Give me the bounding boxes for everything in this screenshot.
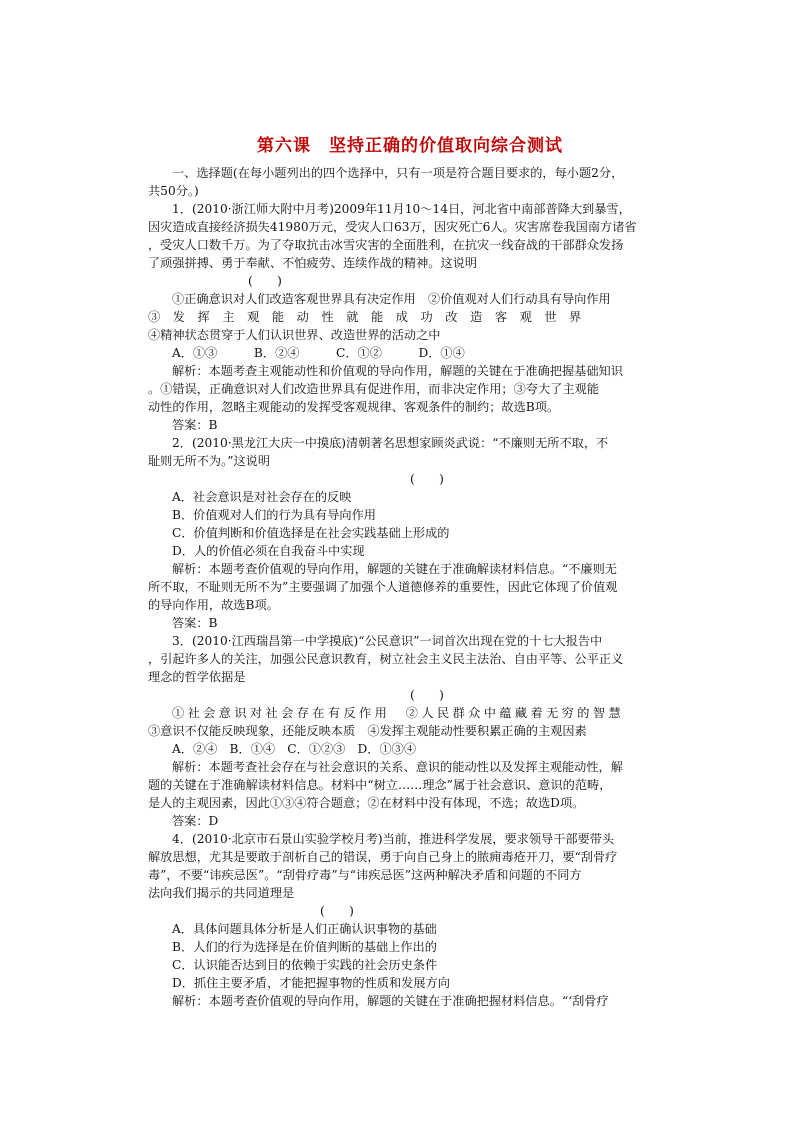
text-line: ①社会意识对社会存在有反作用 ②人民群众中蕴藏着无穷的智慧 — [172, 706, 625, 720]
text-line: 耻则无所不为。”这说明 — [148, 454, 271, 468]
text-line: 3．(2010·江西瑞昌第一中学摸底)“公民意识”一词首次出现在党的十七大报告中 — [172, 634, 603, 648]
text-line: 。①错误，正确意识对人们改造世界具有促进作用，而非决定作用；③夸大了主观能 — [148, 382, 599, 396]
text-line: C．认识能否达到目的依赖于实践的社会历史条件 — [172, 958, 438, 972]
text-line: ( ) — [410, 688, 444, 702]
text-line: 毒”，不要“讳疾忌医”。“刮骨疗毒”与“讳疾忌医”这两种解决矛盾和问题的不同方 — [148, 868, 582, 882]
text-line: 解放思想，尤其是要敢于剖析自己的错误，勇于向自己身上的脓痈毒疮开刀，要“刮骨疗 — [148, 850, 618, 864]
text-line: C．价值判断和价值选择是在社会实践基础上形成的 — [172, 526, 450, 540]
text-line: 了顽强拼搏、勇于奉献、不怕疲劳、连续作战的精神。这说明 — [148, 256, 478, 270]
text-line: 理念的哲学依据是 — [148, 670, 246, 684]
text-line: 4．(2010·北京市石景山实验学校月考)当前，推进科学发展，要求领导干部要带头 — [172, 832, 615, 846]
text-line: 解析：本题考查价值观的导向作用，解题的关键在于准确解读材料信息。“不廉则无 — [172, 562, 617, 576]
text-line: 2．(2010·黑龙江大庆一中摸底)清朝著名思想家顾炎武说：“不廉则无所不取，不 — [172, 436, 609, 450]
text-line: A．①③ B．②④ C．①② D．①④ — [172, 346, 465, 360]
text-line: 答案：B — [172, 616, 218, 630]
text-line: ( ) — [248, 274, 282, 288]
text-line: B．价值观对人们的行为具有导向作用 — [172, 508, 376, 522]
text-line: ④精神状态贯穿于人们认识世界、改造世界的活动之中 — [148, 328, 441, 342]
text-line: 因灾造成直接经济损失41980万元，受灾人口63万，因灾死亡6人。灾害席卷我国南方诸省 — [148, 220, 637, 234]
text-line: 共50分。) — [148, 184, 199, 198]
text-line: 解析：本题考查价值观的导向作用，解题的关键在于准确把握材料信息。“‘刮骨疗 — [172, 994, 609, 1008]
text-line: D．抓住主要矛盾，才能把握事物的性质和发展方向 — [172, 976, 450, 990]
text-line: ③意识不仅能反映现象，还能反映本质 ④发挥主观能动性要积累正确的主观因素 — [148, 724, 587, 738]
text-line: A．具体问题具体分析是人们正确认识事物的基础 — [172, 922, 437, 936]
text-line: ③ 发 挥 主 观 能 动 性 就 能 成 功 改 造 客 观 世 界 — [148, 310, 582, 324]
text-line: D．人的价值必须在自我奋斗中实现 — [172, 544, 365, 558]
text-line: 1．(2010·浙江师大附中月考)2009年11月10～14日，河北省中南部普降大到暴雪， — [172, 202, 631, 216]
text-line: ，受灾人口数千万。为了夺取抗击冰雪灾害的全面胜利，在抗灾一线奋战的干部群众发扬 — [148, 238, 624, 252]
text-line: A．②④ B．①④ C．①②③ D．①③④ — [172, 742, 417, 756]
text-line: B．人们的行为选择是在价值判断的基础上作出的 — [172, 940, 437, 954]
text-line: 题的关键在于准确解读材料信息。材料中“树立……理念”属于社会意识、意识的范畴， — [148, 778, 612, 792]
text-line: 解析：本题考查主观能动性和价值观的导向作用，解题的关键在于准确把握基础知识 — [172, 364, 623, 378]
text-line: ，引起许多人的关注，加强公民意识教育，树立社会主义民主法治、自由平等、公平正义 — [148, 652, 624, 666]
text-line: 答案：D — [172, 814, 219, 828]
text-line: A．社会意识是对社会存在的反映 — [172, 490, 352, 504]
document-title: 第六课 坚持正确的价值取向综合测试 — [257, 136, 563, 156]
document-page — [148, 136, 672, 1010]
text-line: 动性的作用，忽略主观能动的发挥受客观规律、客观条件的制约；故选B项。 — [148, 400, 560, 414]
text-line: ( ) — [410, 472, 444, 486]
text-line: 是人的主观因素，因此①③④符合题意；②在材料中没有体现，不选；故选D项。 — [148, 796, 585, 810]
document-body — [148, 164, 672, 1010]
text-line: ( ) — [320, 904, 354, 918]
text-line: 所不取，不耻则无所不为”主要强调了加强个人道德修养的重要性，因此它体现了价值观 — [148, 580, 618, 594]
text-line: 解析：本题考查社会存在与社会意识的关系、意识的能动性以及发挥主观能动性，解 — [172, 760, 623, 774]
text-line: ①正确意识对人们改造客观世界具有决定作用 ②价值观对人们行动具有导向作用 — [172, 292, 611, 306]
text-line: 一、选择题(在每小题列出的四个选择中，只有一项是符合题目要求的，每小题2分， — [172, 166, 624, 180]
text-line: 的导向作用，故选B项。 — [148, 598, 279, 612]
text-line: 法向我们揭示的共同道理是 — [148, 886, 295, 900]
text-line: 答案：B — [172, 418, 218, 432]
